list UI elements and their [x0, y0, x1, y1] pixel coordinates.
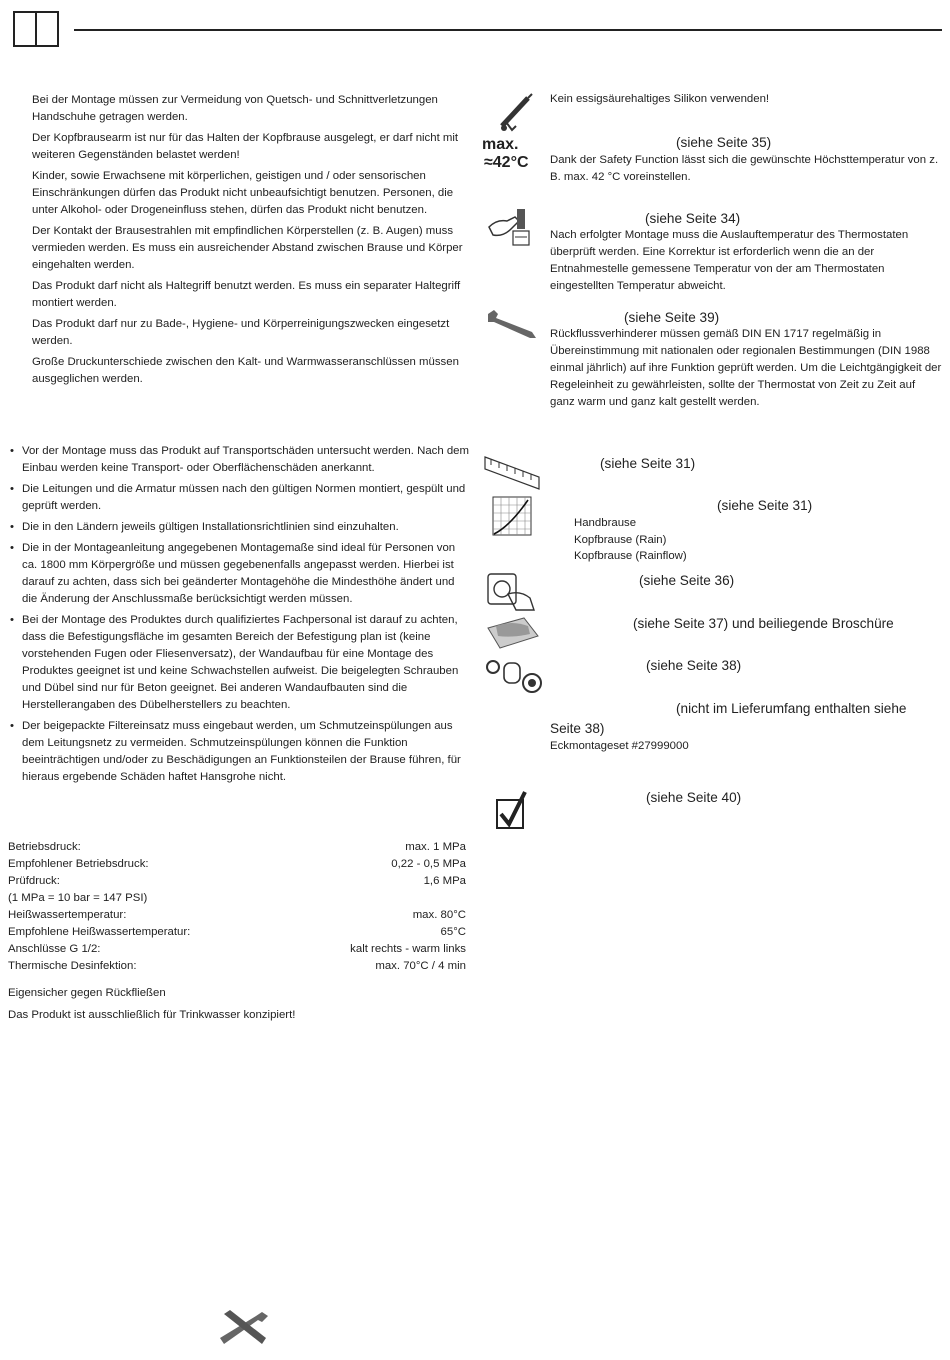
accessories-ref-2: Seite 38) [550, 721, 605, 736]
max-temperature-icon [482, 136, 529, 172]
spec-label: Empfohlene Heißwassertemperatur: [8, 926, 191, 938]
spec-label: Heißwassertemperatur: [8, 909, 127, 921]
control-knob-icon [486, 570, 536, 612]
spec-value: kalt rechts - warm links [350, 943, 466, 955]
wrench-icon [484, 308, 540, 340]
ref-page-40: (siehe Seite 40) [646, 790, 742, 805]
ref-page-35: (siehe Seite 35) [676, 135, 772, 150]
book-icon [13, 11, 59, 47]
temperature-label: ≈42°C [484, 154, 529, 171]
install-note: • Vor der Montage muss das Produkt auf Transportschäden untersucht werden. Nach dem Einbau werden keine Transport- oder Oberflächenschäden anerkannt. [8, 443, 470, 477]
safety-note: Bei der Montage müssen zur Vermeidung von Quetsch- und Schnittverletzungen Handschuhe getragen werden. [32, 94, 438, 123]
spec-label: Thermische Desinfektion: [8, 960, 137, 972]
flow-item: Kopfbrause (Rain) [574, 533, 667, 546]
maintenance-text: Rückflussverhinderer müssen gemäß DIN EN 1717 regelmäßig in Übereinstimmung mit nationalen oder regionalen Bestimmungen (DIN 1988 einmal jährlich) auf ihre Funktion geprüft werden. Um die Leichtgängigkeit der Regeleinheit zu gewährleisten, sollte der Thermostat von Zeit zu Zeit auf ganz warm und ganz kalt gestellt werden. [550, 328, 942, 408]
safety-note: Der Kopfbrausearm ist nur für das Halten der Kopfbrause ausgelegt, er darf nicht mit weiteren Gegenständen belastet werden! [32, 132, 459, 161]
install-note: • Die in der Montageanleitung angegebenen Montagemaße sind ideal für Personen von ca. 1800 mm Körpergröße und müssen gegebenenfalls angepasst werden. Hierbei ist darauf zu achten, dass sich bei geänderter Montagehöhe die Mindesthöhe ändert und die Änderung der Anschlussmaße berücksichtigt werden müssen. [8, 540, 470, 608]
spec-row [8, 839, 466, 856]
safety-function-text: Dank der Safety Function lässt sich die gewünschte Höchsttemperatur von z. B. max. 42 °C voreinstellen. [550, 154, 939, 183]
cleaning-cloth-icon [484, 614, 540, 650]
ref-page-37: (siehe Seite 37) und beiliegende Broschüre [633, 616, 894, 631]
silicone-gun-icon [498, 92, 534, 132]
spec-label: Prüfdruck: [8, 875, 60, 887]
spec-label: Betriebsdruck: [8, 841, 81, 853]
accessories-ref: (nicht im Lieferumfang enthalten siehe [676, 701, 907, 716]
backflow-note: Eigensicher gegen Rückfließen [8, 987, 166, 999]
ref-page-36: (siehe Seite 36) [639, 573, 735, 588]
ref-page-38: (siehe Seite 38) [646, 658, 742, 673]
spec-row [8, 958, 466, 975]
ref-page-31-a: (siehe Seite 31) [600, 456, 696, 471]
spec-value: max. 1 MPa [405, 841, 466, 853]
technical-data [8, 839, 466, 975]
safety-note: Das Produkt darf nur zu Bade-, Hygiene- und Körperreinigungszwecken eingesetzt werden. [32, 318, 450, 347]
install-note: • Bei der Montage des Produktes durch qualifiziertes Fachpersonal ist darauf zu achten, dass die Befestigungsfläche im gesamten Bereich der Befestigung plan ist (keine vorstehenden Fugen oder Fliesenversatz), der Wandaufbau für eine Montage des Produktes geeignet ist und keine Schwachstellen aufweist. Die beigelegten Schrauben und Dübel sind nur für Beton geeignet. Bei anderen Wandaufbauten sind die Herstellerangaben des Dübelherstellers zu beachten. [8, 612, 470, 714]
ruler-icon [483, 455, 541, 491]
spec-value: 65°C [440, 926, 466, 938]
thermometer-icon [487, 207, 537, 249]
corner-mount-set: Eckmontageset #27999000 [550, 740, 689, 752]
spec-row [8, 890, 466, 907]
spec-label: Anschlüsse G 1/2: [8, 943, 101, 955]
flow-item: Kopfbrause (Rainflow) [574, 550, 687, 562]
checkbox-check-icon [495, 790, 529, 830]
install-note: • Die Leitungen und die Armatur müssen nach den gültigen Normen montiert, gespült und geprüft werden. [8, 481, 470, 515]
spec-row [8, 873, 466, 890]
spec-row [8, 907, 466, 924]
ref-page-34: (siehe Seite 34) [645, 211, 741, 226]
calibration-text: Nach erfolgter Montage muss die Auslauftemperatur des Thermostaten überprüft werden. Eine Korrektur ist erforderlich wenn die an der Entnahmestelle gemessene Temperatur von der am Thermostaten eingestellten Temperatur abweicht. [550, 229, 909, 292]
flow-chart-icon [492, 496, 532, 536]
installation-notes [8, 443, 470, 790]
spec-value: max. 80°C [412, 909, 466, 921]
safety-note: Der Kontakt der Brausestrahlen mit empfindlichen Körperstellen (z. B. Augen) muss vermieden werden. Es muss ein ausreichender Abstand zwischen Brause und Körper eingehalten werden. [32, 225, 463, 271]
ref-page-31-b: (siehe Seite 31) [717, 498, 813, 513]
header-rule [74, 29, 942, 31]
ref-page-39: (siehe Seite 39) [624, 310, 720, 325]
drinking-water-note: Das Produkt ist ausschließlich für Trinkwasser konzipiert! [8, 1009, 296, 1021]
spec-label: Empfohlener Betriebsdruck: [8, 858, 149, 870]
safety-note: Kinder, sowie Erwachsene mit körperlichen, geistigen und / oder sensorischen Einschränkungen dürfen das Produkt nicht unbeaufsichtigt benutzen. Personen, die unter Alkohol- oder Drogeneinfluss stehen, dürfen das Produkt nicht benutzen. [32, 170, 454, 216]
install-note: • Die in den Ländern jeweils gültigen Installationsrichtlinien sind einzuhalten. [8, 519, 470, 536]
max-label: max. [482, 136, 519, 153]
flow-list [574, 515, 687, 565]
flow-item: Handbrause [574, 517, 637, 529]
spec-row [8, 856, 466, 873]
safety-notes [32, 92, 470, 392]
spare-parts-icon [484, 655, 544, 695]
silicone-note: Kein essigsäurehaltiges Silikon verwenden! [550, 93, 770, 105]
spec-row [8, 941, 466, 958]
spec-value: 0,22 - 0,5 MPa [391, 858, 466, 870]
spec-value: 1,6 MPa [423, 875, 466, 887]
spec-row [8, 924, 466, 941]
install-note: • Der beigepackte Filtereinsatz muss eingebaut werden, um Schmutzeinspülungen aus dem Leitungsnetz zu vermeiden. Schmutzeinspülungen können die Funktion beeinträchtigen und/oder zu Beschädigungen an Funktionsteilen der Brause führen, für hieraus ergebende Schäden haftet Hansgrohe nicht. [8, 718, 470, 786]
spec-value: max. 70°C / 4 min [375, 960, 466, 972]
tools-icon [216, 1308, 272, 1348]
safety-note: Das Produkt darf nicht als Haltegriff benutzt werden. Es muss ein separater Haltegriff montiert werden. [32, 280, 461, 309]
spec-label: (1 MPa = 10 bar = 147 PSI) [8, 892, 148, 904]
safety-note: Große Druckunterschiede zwischen den Kalt- und Warmwasseranschlüssen müssen ausgeglichen werden. [32, 356, 459, 385]
